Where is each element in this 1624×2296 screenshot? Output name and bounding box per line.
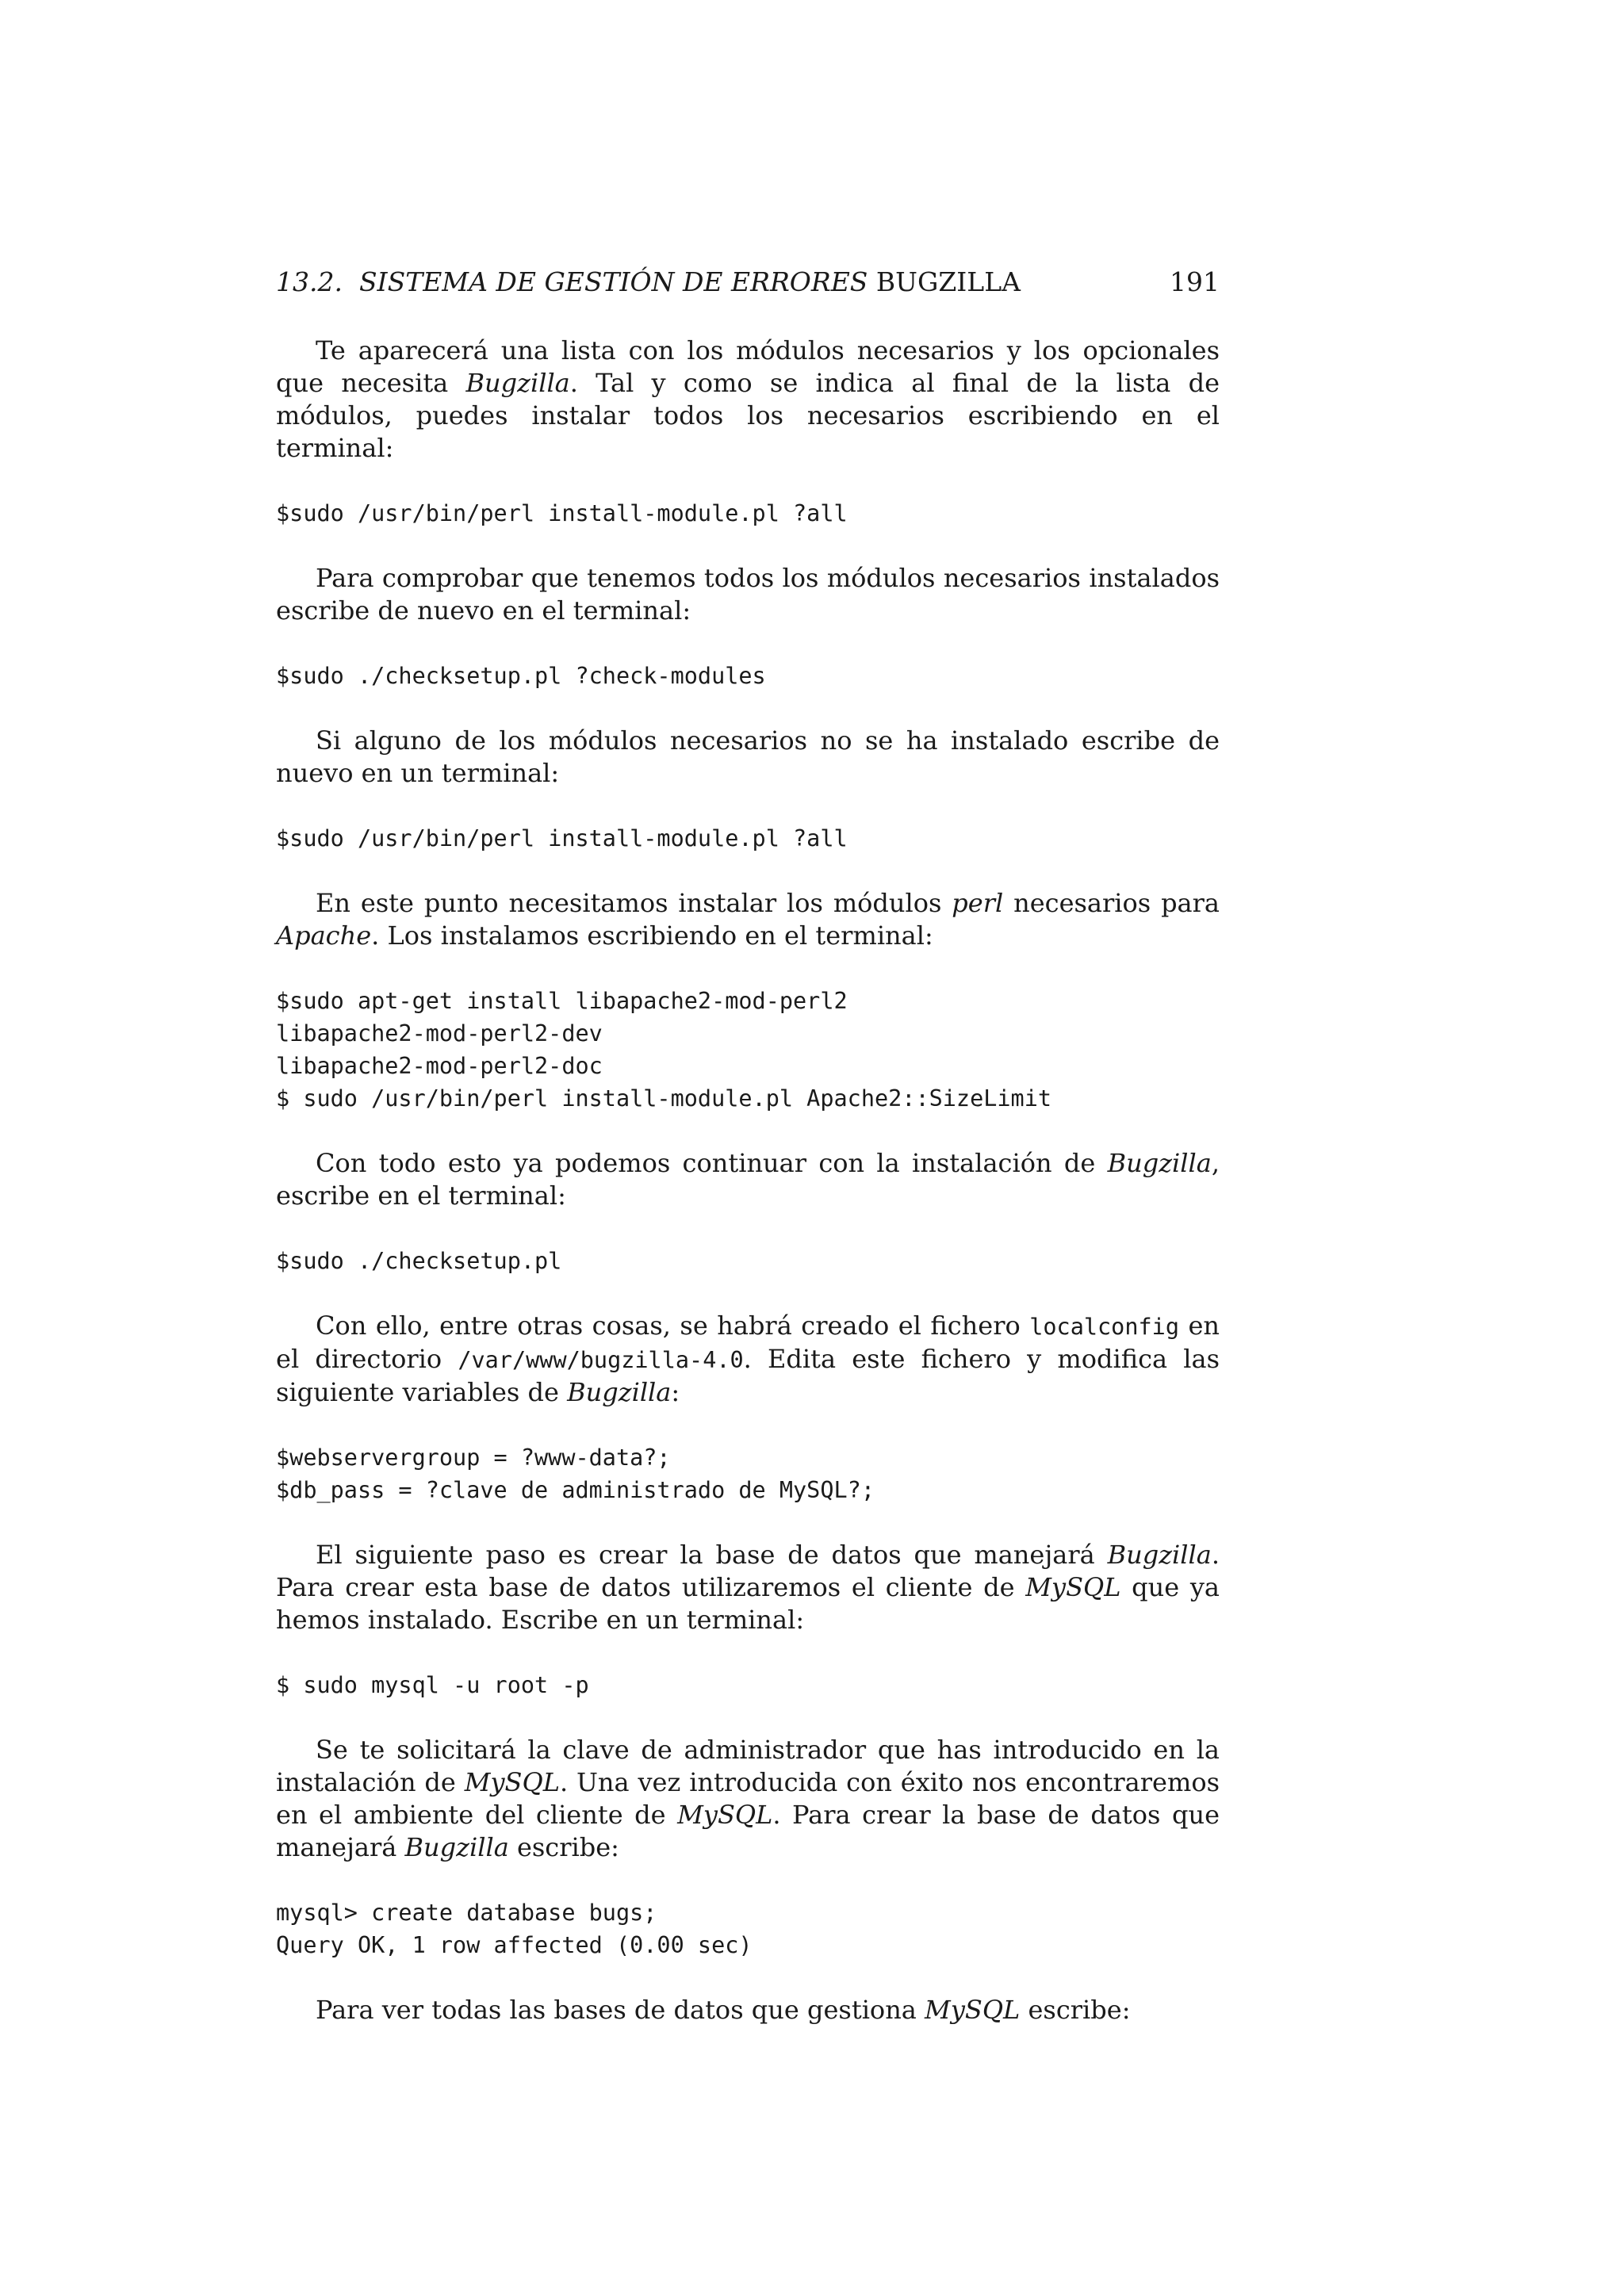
code-mysql-login: $ sudo mysql -u root -p [276,1672,589,1698]
running-header [276,265,1220,300]
paragraph-6: Con ello, entre otras cosas, se habrá creado el fichero localconfig en el directorio /var/www/bugzilla-4.0. Edita este fichero y modifica las siguiente variables de Bugzilla: [276,1311,1220,1407]
code-create-database [276,1896,1220,1961]
code-install-all-again: $sudo /usr/bin/perl install-module.pl ?all [276,825,848,851]
code-install-all: $sudo /usr/bin/perl install-module.pl ?all [276,500,848,526]
paragraph-5: Con todo esto ya podemos continuar con la instalación de Bugzilla, escribe en el terminal: [276,1148,1220,1211]
section-title-roman: BUGZILLA [875,266,1021,297]
code-config-variables [276,1441,1220,1506]
code-apache-modules [276,985,1220,1115]
code-checksetup: $sudo ./checksetup.pl [276,1248,562,1274]
paragraph-2: Para comprobar que tenemos todos los módulos necesarios instalados escribe de nuevo en el terminal: [276,563,1220,626]
code-line: $webservergroup = ?www-data?; [276,1445,671,1471]
section-number: 13.2. [276,266,343,297]
code-line: mysql> create database bugs; [276,1900,657,1926]
document-page [276,265,1220,2026]
code-line: libapache2-mod-perl2-dev [276,1020,603,1047]
code-check-modules: $sudo ./checksetup.pl ?check-modules [276,663,766,689]
code-line: Query OK, 1 row affected (0.00 sec) [276,1932,753,1958]
paragraph-8: Se te solicitará la clave de administrador que has introducido en la instalación de MySQL. Una vez introducida con éxito nos encontraremos en el ambiente del cliente de MySQL. Para crear la base de datos que manejará Bugzilla escribe: [276,1735,1220,1862]
paragraph-9: Para ver todas las bases de datos que gestiona MySQL escribe: [316,1995,1131,2025]
page-number: 191 [1170,266,1220,297]
paragraph-3: Si alguno de los módulos necesarios no se ha instalado escribe de nuevo en un terminal: [276,725,1220,788]
code-line: libapache2-mod-perl2-doc [276,1053,603,1079]
section-title-italic: SISTEMA DE GESTIÓN DE ERRORES [358,266,868,297]
header-title [276,265,1021,300]
paragraph-1: Te aparecerá una lista con los módulos necesarios y los opcionales que necesita Bugzilla. Tal y como se indica al final de la lista de módulos, puedes instalar todos los necesarios escribiendo en el terminal: [276,335,1220,463]
code-line: $ sudo /usr/bin/perl install-module.pl Apache2::SizeLimit [276,1085,1052,1112]
code-line: $sudo apt-get install libapache2-mod-perl2 [276,988,848,1014]
code-line: $db_pass = ?clave de administrado de MySQL?; [276,1477,875,1503]
paragraph-4: En este punto necesitamos instalar los módulos perl necesarios para Apache. Los instalamos escribiendo en el terminal: [276,888,1220,951]
paragraph-7: El siguiente paso es crear la base de datos que manejará Bugzilla. Para crear esta base de datos utilizaremos el cliente de MySQL que ya hemos instalado. Escribe en un terminal: [276,1540,1220,1635]
